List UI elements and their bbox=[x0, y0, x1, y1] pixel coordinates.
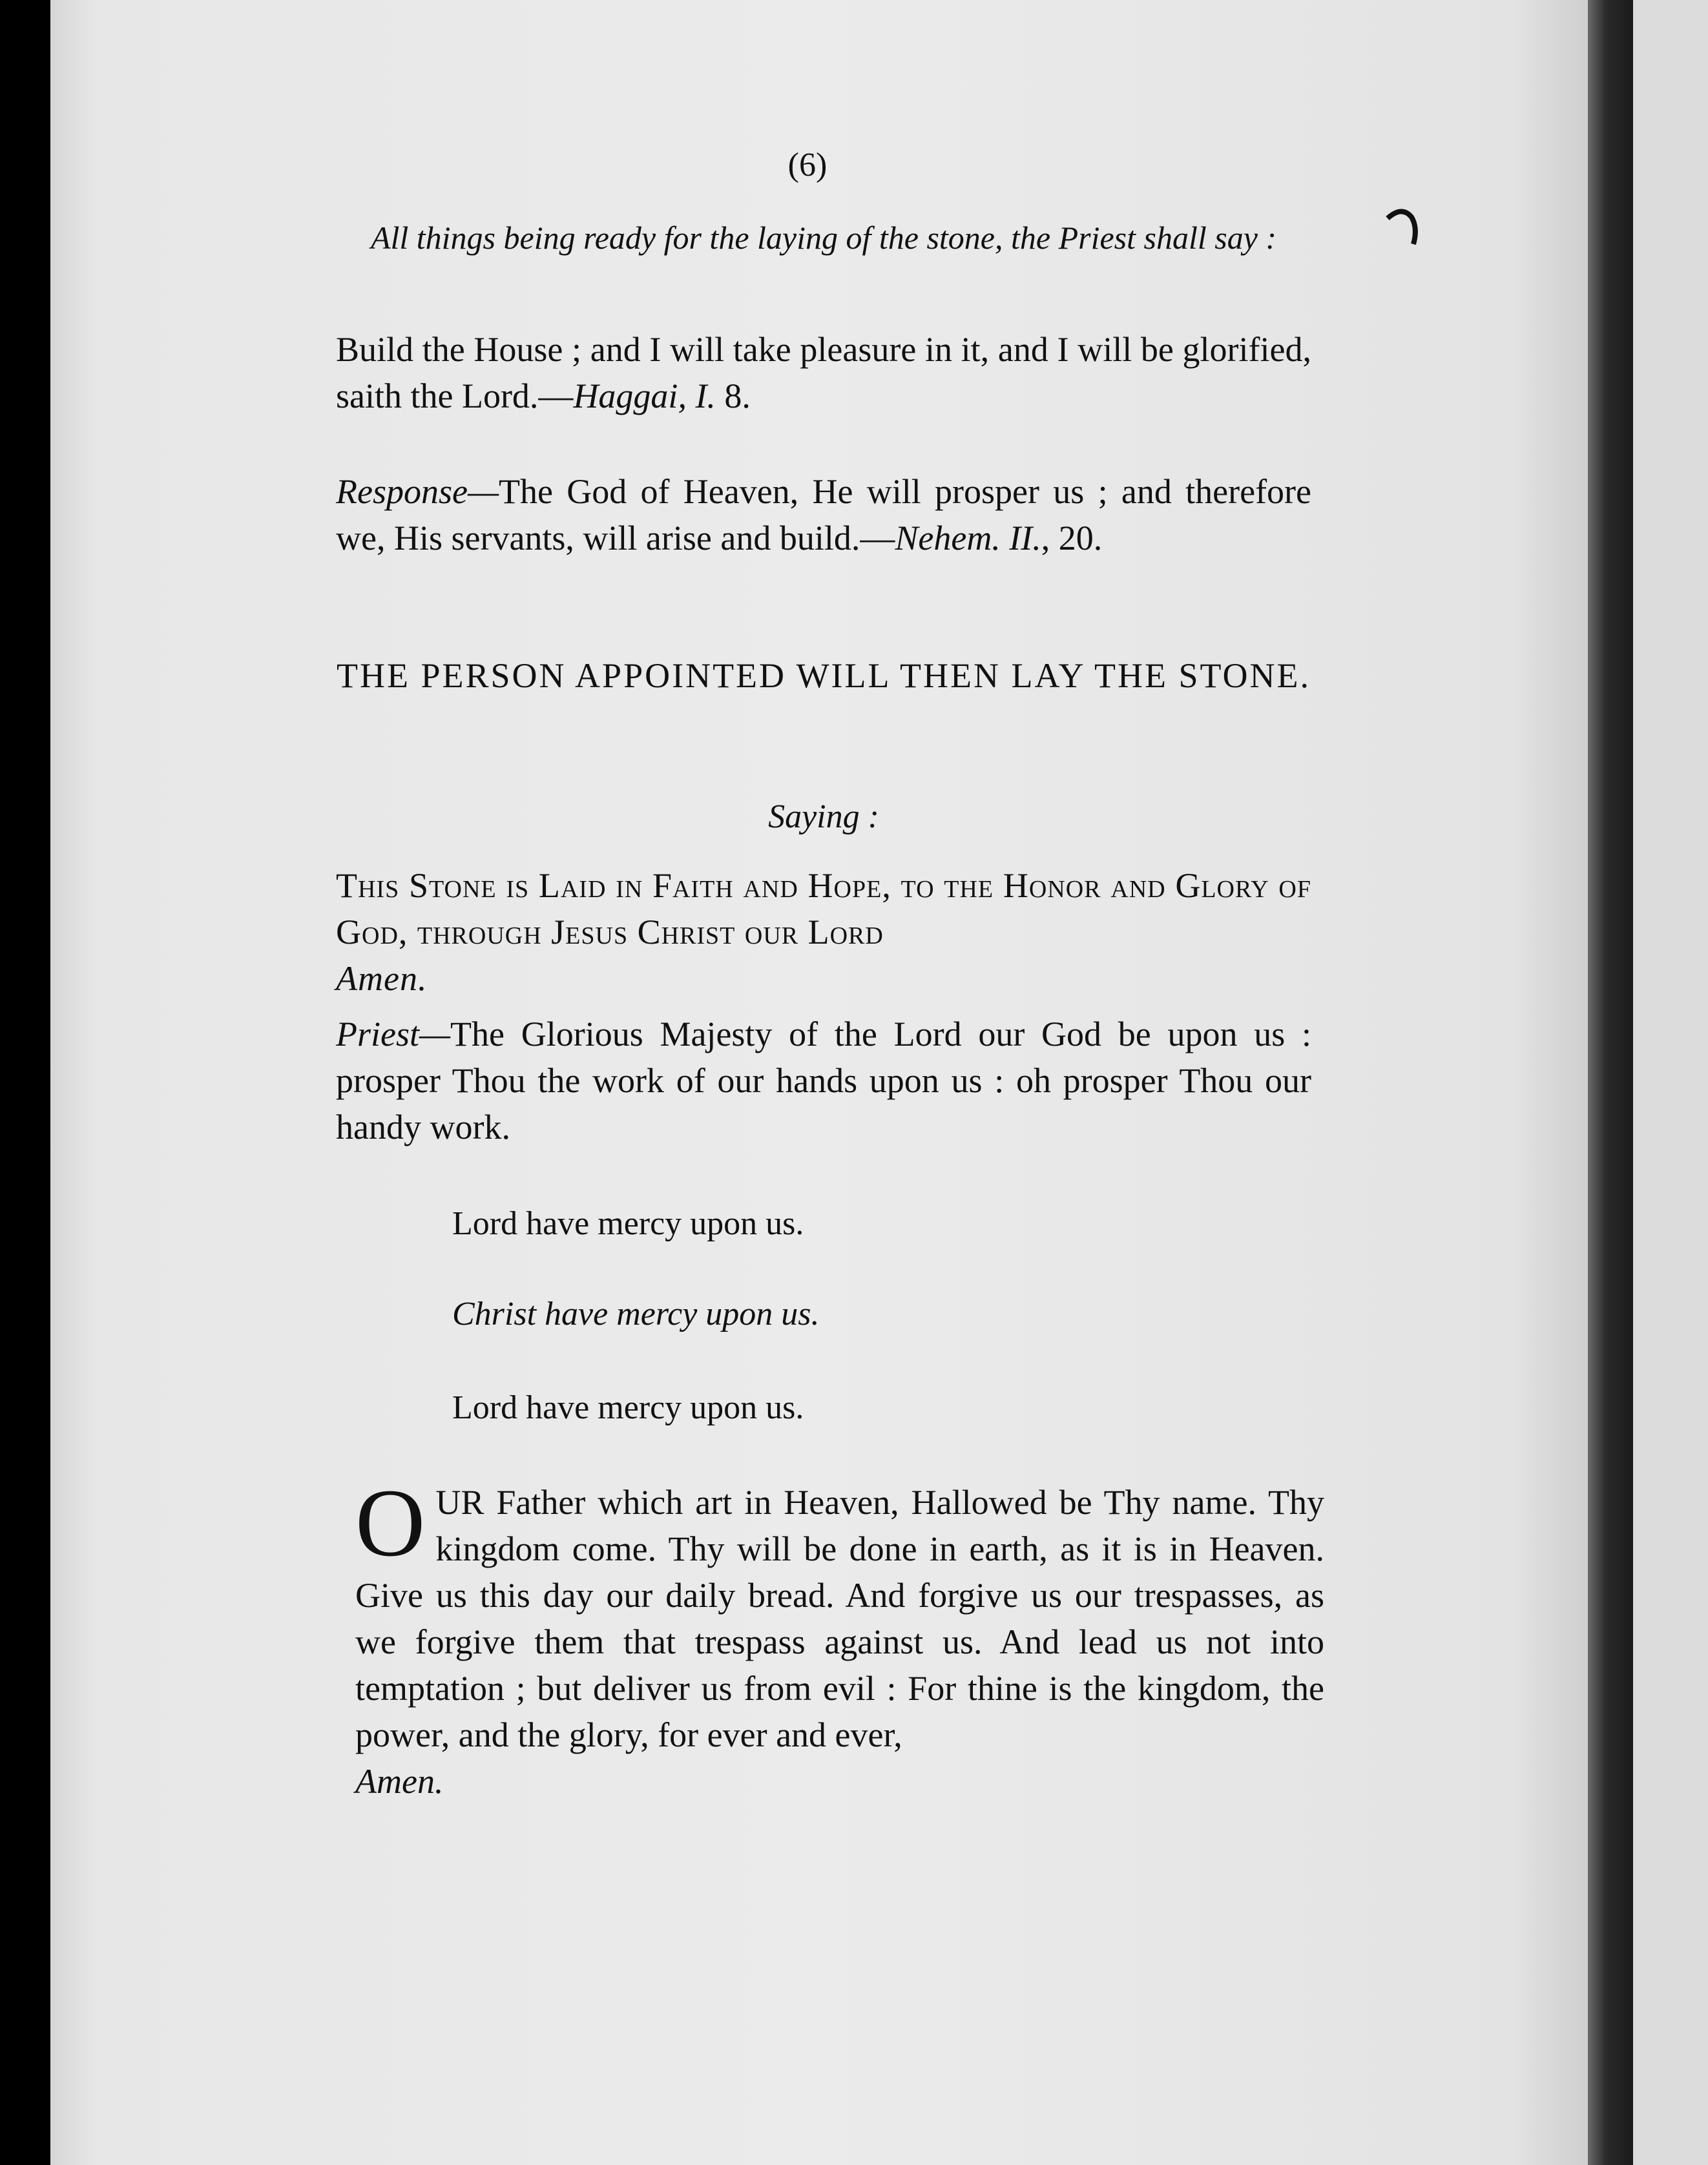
kyrie-line-3: Lord have mercy upon us. bbox=[452, 1389, 804, 1426]
drop-cap: O bbox=[355, 1469, 426, 1577]
lords-prayer bbox=[355, 1469, 1324, 1805]
priest-label: Priest— bbox=[336, 1015, 451, 1053]
priest-prayer bbox=[336, 1011, 1311, 1150]
rubric-intro: All things being ready for the laying of the stone, the Priest shall say : bbox=[370, 220, 1277, 256]
versicle-citation: Haggai, I. bbox=[573, 377, 716, 415]
kyrie-line-2: Christ have mercy upon us. bbox=[452, 1296, 820, 1332]
section-heading: THE PERSON APPOINTED WILL THEN LAY THE STONE. bbox=[336, 656, 1311, 695]
response-label: Response— bbox=[336, 472, 499, 511]
versicle-text: Build the House ; and I will take pleasure in it, and I will be glorified, saith the Lord.— bbox=[336, 330, 1311, 415]
priest-text: The Glorious Majesty of the Lord our God be upon us : prosper Thou the work of our hands upon us : oh prosper Thou our handy work. bbox=[336, 1015, 1311, 1146]
lords-prayer-amen: Amen. bbox=[355, 1762, 444, 1801]
response bbox=[336, 468, 1311, 561]
dedication-text: This Stone is Laid in Faith and Hope, to the Honor and Glory of God, through Jesus Christ our Lord bbox=[336, 866, 1311, 951]
saying-label: Saying : bbox=[768, 798, 879, 835]
page-number: (6) bbox=[787, 147, 828, 183]
versicle-citation-number: 8. bbox=[715, 377, 751, 415]
response-citation-number: , 20. bbox=[1041, 519, 1103, 557]
facing-page-edge bbox=[1633, 0, 1708, 2165]
response-text: The God of Heaven, He will prosper us ; and therefore we, His servants, will arise and build.— bbox=[336, 472, 1311, 557]
lords-prayer-text: UR Father which art in Heaven, Hallowed be Thy name. Thy kingdom come. Thy will be done in earth, as it is in Heaven. Give us this day our daily bread. And forgive us our trespasses, as we forgive them that trespass against us. And lead us not into temptation ; but deliver us from evil : For thine is the kingdom, the power, and the glory, for ever and ever, bbox=[355, 1483, 1324, 1754]
kyrie-line-1: Lord have mercy upon us. bbox=[452, 1205, 804, 1242]
dedication bbox=[336, 862, 1311, 1002]
book-spine-shadow bbox=[1588, 0, 1633, 2165]
dedication-amen: Amen. bbox=[336, 959, 428, 998]
ink-mark-icon bbox=[1382, 205, 1421, 251]
versicle bbox=[336, 326, 1311, 419]
response-citation: Nehem. II. bbox=[895, 519, 1041, 557]
